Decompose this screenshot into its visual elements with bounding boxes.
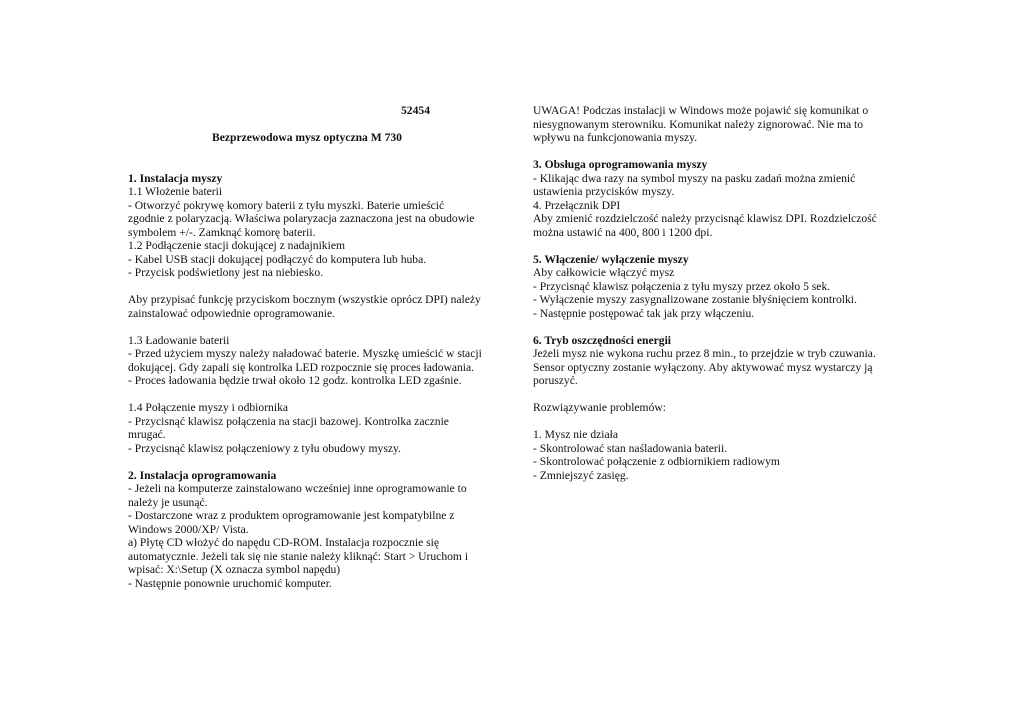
section-1-heading: 1. Instalacja myszy bbox=[128, 171, 223, 185]
text-line: Aby zmienić rozdzielczość należy przycisnąć klawisz DPI. Rozdzielczość bbox=[533, 212, 877, 225]
text-line: - Jeżeli na komputerze zainstalowano wcześniej inne oprogramowanie to bbox=[128, 482, 467, 495]
text-line: należy je usunąć. bbox=[128, 495, 208, 509]
section-3-heading: 3. Obsługa oprogramowania myszy bbox=[533, 158, 708, 171]
text-line: Windows 2000/XP/ Vista. bbox=[128, 522, 249, 536]
text-line: - Kabel USB stacji dokującej podłączyć do komputera lub huba. bbox=[128, 252, 427, 266]
section-1-4-heading: 1.4 Połączenie myszy i odbiornika bbox=[128, 401, 289, 414]
text-line: symbolem +/-. Zamknąć komorę baterii. bbox=[128, 225, 316, 239]
text-line: poruszyć. bbox=[533, 374, 578, 387]
text-line: - Skontrolować stan naśladowania baterii. bbox=[533, 441, 728, 455]
section-1-3-heading: 1.3 Ładowanie baterii bbox=[128, 333, 230, 347]
text-line: - Klikając dwa razy na symbol myszy na pasku zadań można zmienić bbox=[533, 171, 856, 185]
text-line: można ustawić na 400, 800 i 1200 dpi. bbox=[533, 225, 713, 239]
text-line: - Przycisnąć klawisz połączenia na stacji bazowej. Kontrolka zacznie bbox=[128, 414, 449, 428]
text-line: a) Płytę CD włożyć do napędu CD-ROM. Instalacja rozpocznie się bbox=[128, 536, 440, 549]
text-line: - Wyłączenie myszy zasygnalizowane zostanie błyśnięciem kontrolki. bbox=[533, 293, 857, 306]
text-line: Aby przypisać funkcję przyciskom bocznym (wszystkie oprócz DPI) należy bbox=[128, 293, 481, 306]
text-line: - Zmniejszyć zasięg. bbox=[533, 468, 629, 482]
text-line: - Dostarczone wraz z produktem oprogramowanie jest kompatybilne z bbox=[128, 509, 455, 522]
document-title: Bezprzewodowa mysz optyczna M 730 bbox=[212, 131, 402, 144]
section-5-heading: 5. Włączenie/ wyłączenie myszy bbox=[533, 252, 689, 266]
text-line: - Skontrolować połączenie z odbiornikiem radiowym bbox=[533, 455, 780, 468]
text-line: - Przycisnąć klawisz połączeniowy z tyłu obudowy myszy. bbox=[128, 441, 401, 455]
product-code: 52454 bbox=[401, 104, 430, 117]
text-line: 1.1 Włożenie baterii bbox=[128, 185, 223, 198]
text-line: - Przycisnąć klawisz połączenia z tyłu myszy przez około 5 sek. bbox=[533, 279, 831, 293]
left-column bbox=[128, 104, 500, 590]
text-line: - Następnie ponownie uruchomić komputer. bbox=[128, 576, 332, 590]
text-line: - Przycisk podświetlony jest na niebiesko. bbox=[128, 266, 324, 279]
section-2-heading: 2. Instalacja oprogramowania bbox=[128, 468, 277, 482]
text-line: Jeżeli mysz nie wykona ruchu przez 8 min., to przejdzie w tryb czuwania. bbox=[533, 347, 876, 360]
warning-line: UWAGA! Podczas instalacji w Windows może pojawić się komunikat o bbox=[533, 104, 869, 117]
right-column bbox=[533, 104, 891, 482]
text-line: 1.2 Podłączenie stacji dokującej z nadajnikiem bbox=[128, 239, 345, 252]
text-line: mrugać. bbox=[128, 428, 166, 441]
text-line: automatycznie. Jeżeli tak się nie stanie należy kliknąć: Start > Uruchom i bbox=[128, 549, 469, 563]
text-line: - Proces ładowania będzie trwał około 12 godz. kontrolka LED zgaśnie. bbox=[128, 374, 462, 387]
warning-line: wpływu na funkcjonowania myszy. bbox=[533, 131, 698, 144]
text-line: 1. Mysz nie działa bbox=[533, 428, 618, 441]
text-line: - Otworzyć pokrywę komory baterii z tyłu myszki. Baterie umieścić bbox=[128, 198, 445, 212]
text-line: dokującej. Gdy zapali się kontrolka LED rozpocznie się proces ładowania. bbox=[128, 360, 475, 374]
text-line: - Następnie postępować tak jak przy włączeniu. bbox=[533, 306, 755, 320]
section-6-heading: 6. Tryb oszczędności energii bbox=[533, 333, 672, 347]
text-line: ustawienia przycisków myszy. bbox=[533, 185, 675, 198]
text-line: - Przed użyciem myszy należy naładować baterie. Myszkę umieścić w stacji bbox=[128, 347, 482, 360]
text-line: zainstalować odpowiednie oprogramowanie. bbox=[128, 306, 336, 320]
warning-line: niesygnowanym sterowniku. Komunikat należy zignorować. Nie ma to bbox=[533, 117, 864, 131]
text-line: Sensor optyczny zostanie wyłączony. Aby aktywować mysz wystarczy ją bbox=[533, 360, 873, 374]
troubleshoot-heading: Rozwiązywanie problemów: bbox=[533, 401, 666, 414]
section-4-heading: 4. Przełącznik DPI bbox=[533, 198, 621, 212]
text-line: wpisać: X:\Setup (X oznacza symbol napędu) bbox=[128, 563, 341, 576]
text-line: zgodnie z polaryzacją. Właściwa polaryzacja zaznaczona jest na obudowie bbox=[128, 212, 475, 225]
text-line: Aby całkowicie włączyć mysz bbox=[533, 266, 675, 279]
